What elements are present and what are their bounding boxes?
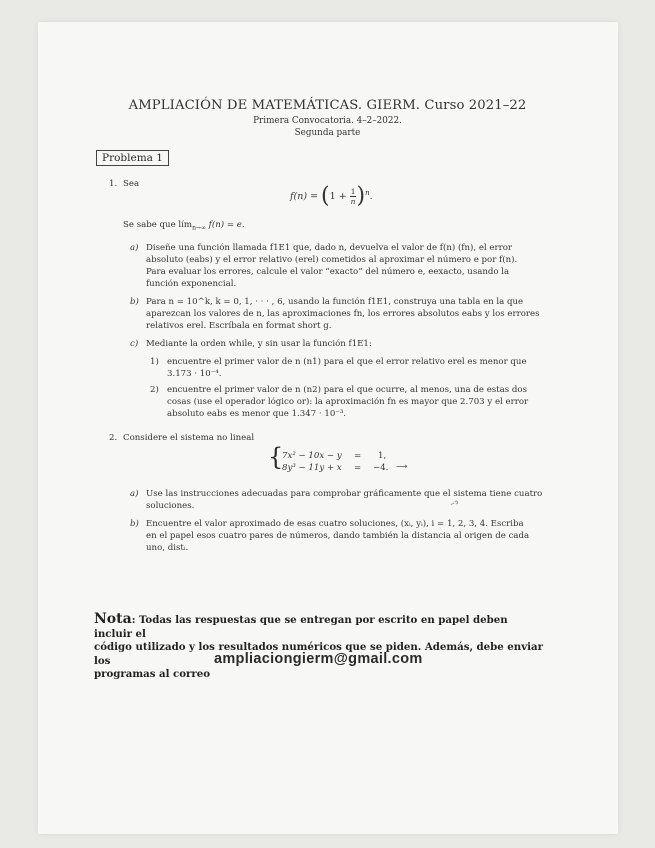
pen-arrow-icon: ⟶ (396, 462, 408, 471)
email-address[interactable]: ampliaciongierm@gmail.com (214, 651, 423, 667)
q1a-line3: Para evaluar los errores, calcule el valor “exacto” del número e, eexacto, usando la (146, 267, 510, 277)
q1a-line1: Diseñe una función llamada f1E1 que, dado n, devuelva el valor de f(n) (fn), el error (146, 243, 512, 253)
formula-close-paren: ) (356, 183, 366, 209)
eq2-rhs: −4. (373, 463, 389, 473)
q1a-line2: absoluto (eabs) y el error relativo (erel) cometidos al aproximar el número e por f(n). (146, 255, 518, 265)
exam-title: AMPLIACIÓN DE MATEMÁTICAS. GIERM. Curso 2021–22 (128, 98, 527, 113)
q1b-line2: aparezcan los valores de n, las aproximaciones fn, los errores absolutos eabs y los errores (146, 309, 540, 319)
nota-label: Nota (94, 611, 132, 627)
nota-line2: código utilizado y los resultados numéricos que se piden. Además, debe enviar los (94, 641, 543, 667)
eq1-rhs: 1, (378, 451, 387, 461)
q1c-sub2-line1: encuentre el primer valor de n (n2) para el que ocurre, al menos, una de estas dos (167, 385, 527, 395)
q2a-label: a) (130, 489, 139, 499)
eq1-lhs: 7x² − 10x − y (282, 451, 342, 461)
q2b-line1: Encuentre el valor aproximado de esas cuatro soluciones, (xᵢ, yᵢ), i = 1, 2, 3, 4. Escriba (146, 519, 524, 529)
q1b-label: b) (130, 297, 139, 307)
handwritten-mark-icon: ~ↄ (448, 498, 460, 509)
limit-sub: n→∞ (192, 224, 206, 232)
paper-sheet (38, 22, 618, 834)
formula-open-paren: ( (321, 183, 330, 209)
q2-number: 2. (109, 433, 118, 443)
nota-block (94, 613, 546, 682)
limit-prefix: Se sabe que lím (123, 220, 193, 230)
q1c-sub2-label: 2) (150, 385, 159, 395)
formula-frac-den: n (350, 197, 356, 207)
q1c-sub1-line2: 3.173 · 10⁻⁴. (167, 369, 222, 379)
q1-intro: Sea (123, 179, 140, 189)
formula-exponent: n (365, 189, 370, 197)
system-brace: { (268, 443, 284, 471)
q2-intro: Considere el sistema no lineal (123, 433, 255, 443)
q1c-line1: Mediante la orden while, y sin usar la función f1E1: (146, 339, 372, 349)
q1a-line4: función exponencial. (146, 279, 237, 289)
formula-end: . (369, 191, 373, 203)
eq2-eq: = (354, 463, 362, 473)
exam-part: Segunda parte (294, 128, 361, 138)
limit-suffix: f(n) = e. (205, 220, 245, 230)
limit-statement (123, 219, 245, 235)
q2b-line2: en el papel esos cuatro pares de números, dando también la distancia al origen de cada (146, 531, 530, 541)
q2a-line2: soluciones. (146, 501, 195, 511)
q1c-sub1-label: 1) (150, 357, 159, 367)
nota-line3: programas al correo (94, 668, 211, 680)
formula-one-plus: 1 + (329, 191, 350, 203)
exam-convocatoria: Primera Convocatoria. 4–2–2022. (253, 116, 402, 126)
q1c-sub1-line1: encuentre el primer valor de n (n1) para el que el error relativo erel es menor que (167, 357, 527, 367)
q1-number: 1. (109, 179, 118, 189)
q1c-sub2-line2: cosas (use el operador lógico or): la aproximación fn es mayor que 2.703 y el error (167, 397, 529, 407)
eq1-eq: = (354, 451, 362, 461)
q2b-line3: uno, distᵢ. (146, 543, 189, 553)
q1b-line1: Para n = 10^k, k = 0, 1, · · · , 6, usando la función f1E1, construya una tabla en la que (146, 297, 524, 307)
formula-lhs: f(n) = (290, 191, 322, 203)
q1c-sub2-line3: absoluto eabs es menor que 1.347 · 10⁻³. (167, 409, 347, 419)
formula-f-n (290, 183, 373, 209)
eq2-lhs: 8y³ − 11y + x (282, 463, 342, 473)
q1c-label: c) (130, 339, 139, 349)
problem-label: Problema 1 (96, 150, 169, 166)
q1b-line3: relativos erel. Escríbala en format short g. (146, 321, 332, 331)
q2b-label: b) (130, 519, 139, 529)
formula-frac-num: 1 (350, 187, 356, 197)
q2a-line1: Use las instrucciones adecuadas para comprobar gráficamente que el sistema tiene cuatro (146, 489, 543, 499)
nota-line1: : Todas las respuestas que se entregan por escrito en papel deben incluir el (94, 614, 508, 640)
q1a-label: a) (130, 243, 139, 253)
